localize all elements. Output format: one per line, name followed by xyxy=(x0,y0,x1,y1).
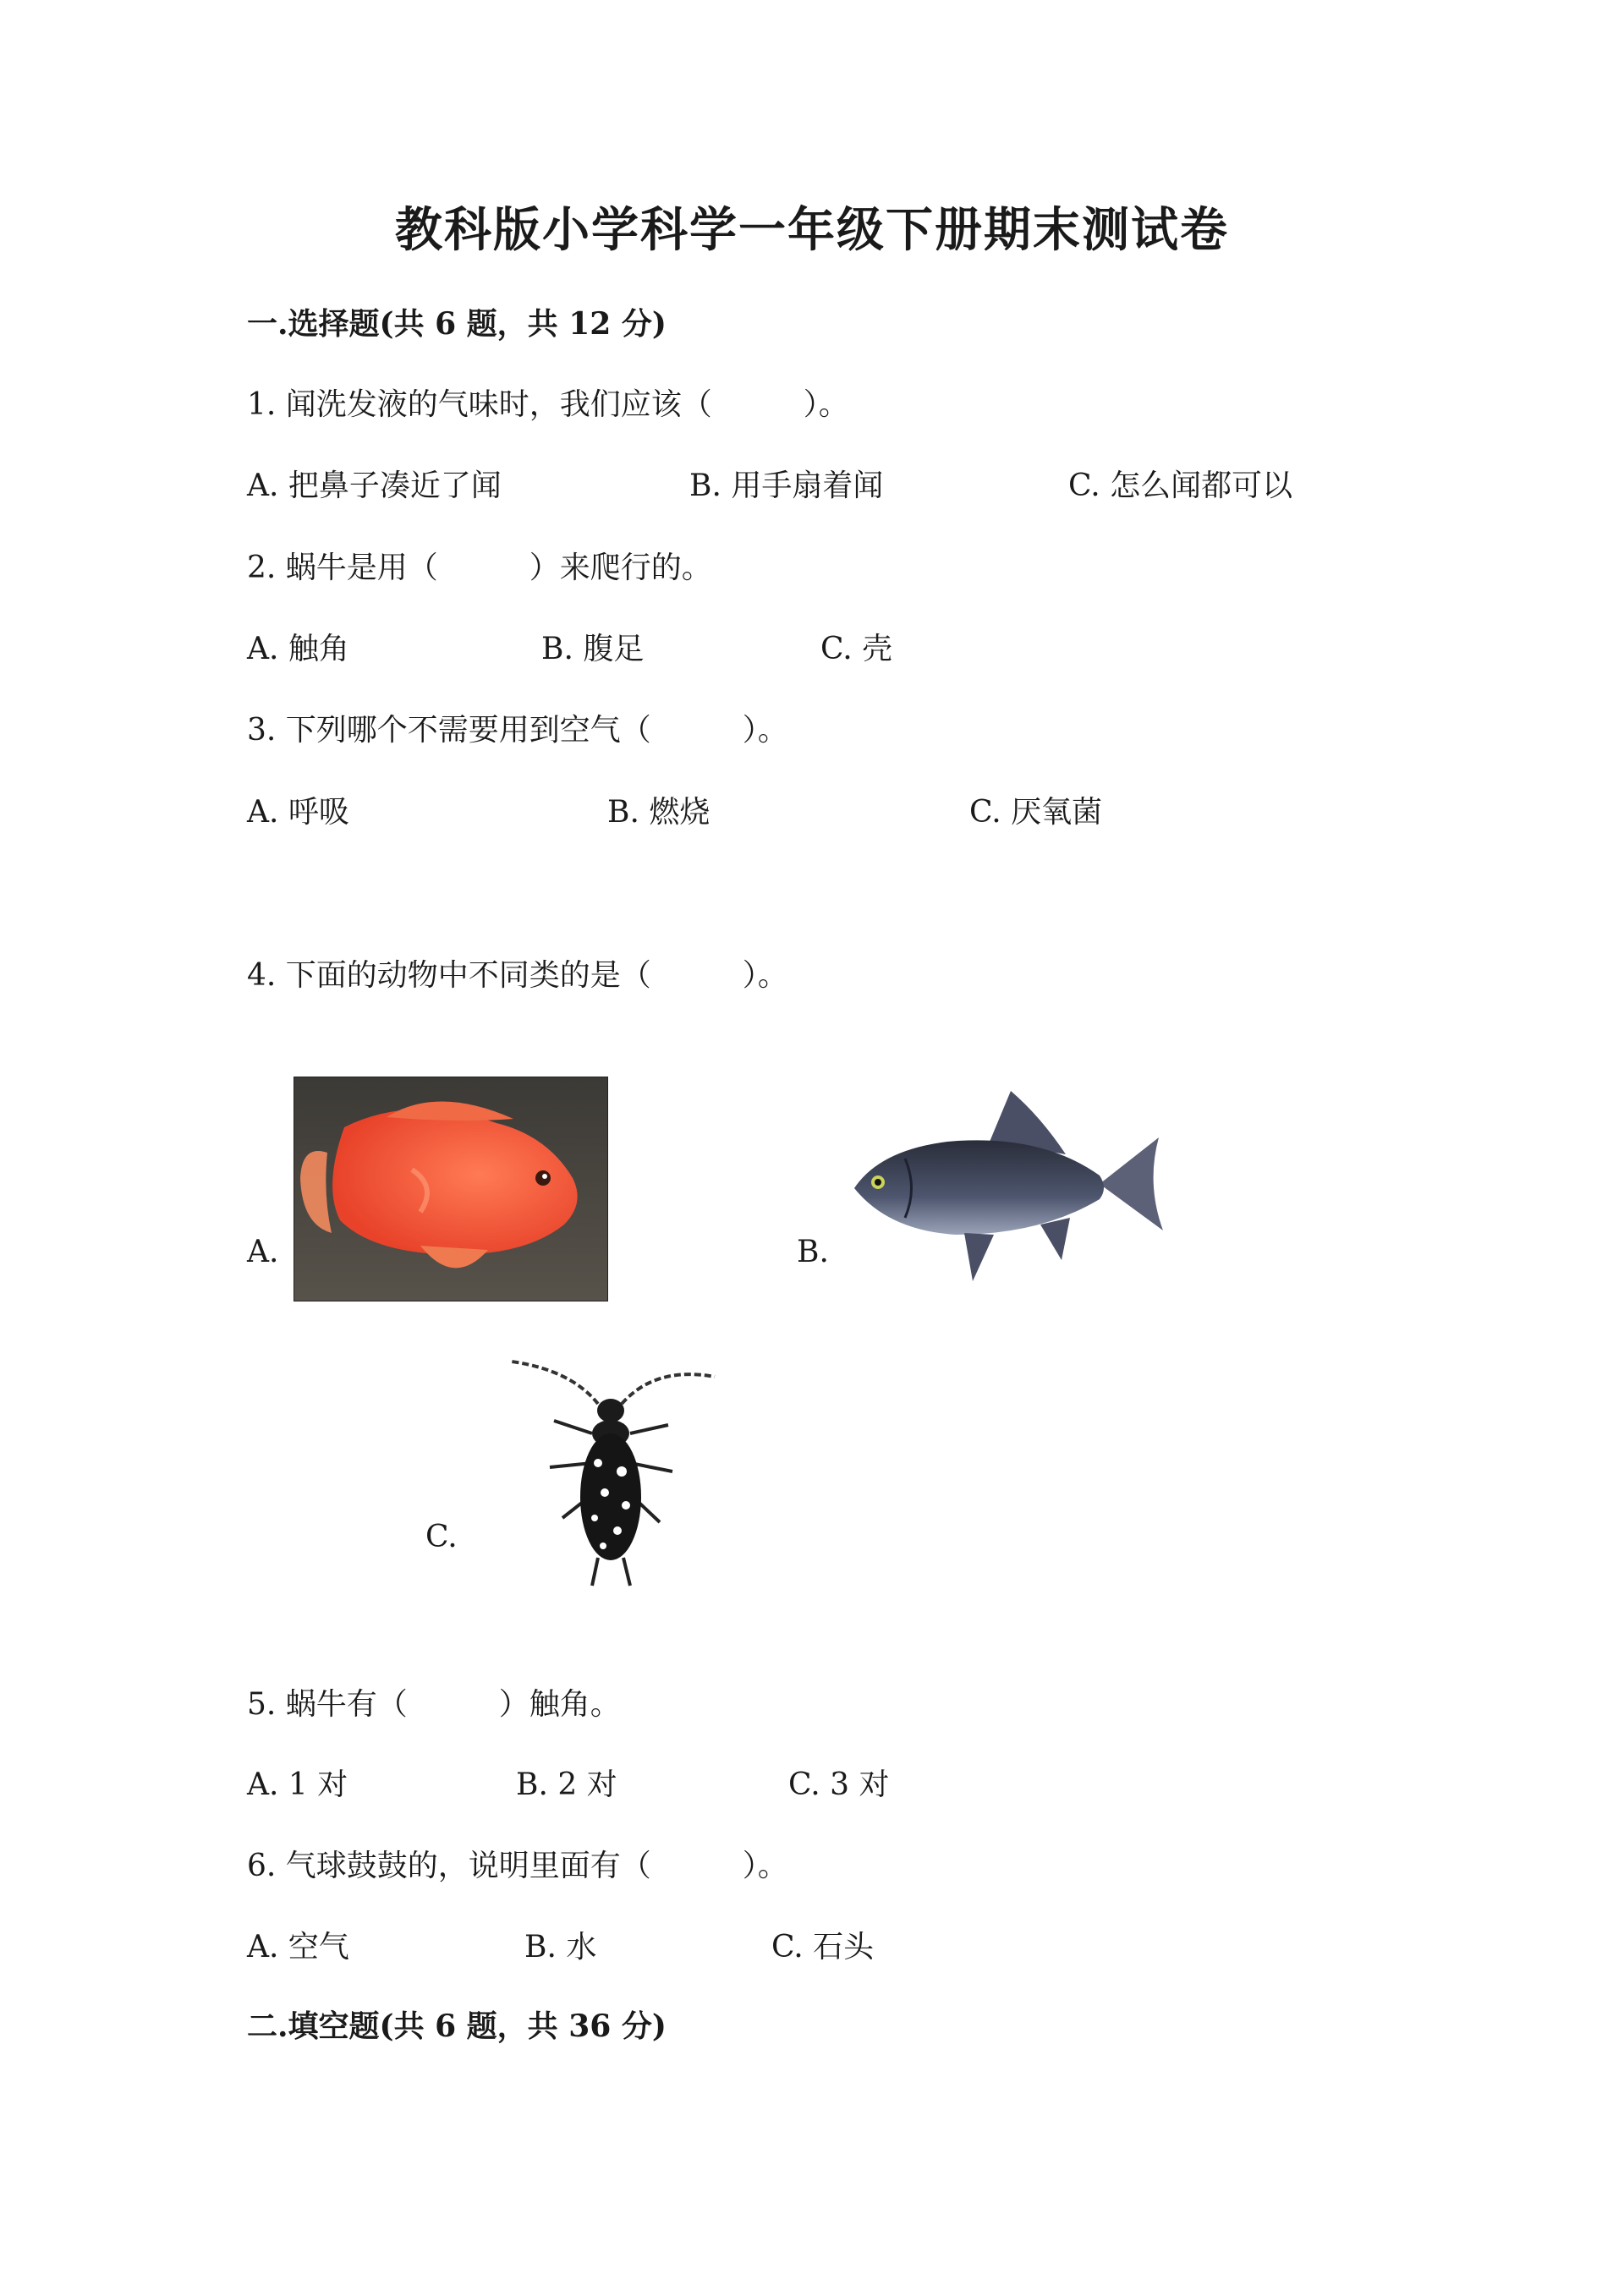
question-1-option-b: B. 用手扇着闻 xyxy=(689,469,884,503)
question-1-option-c: C. 怎么闻都可以 xyxy=(1068,469,1293,503)
question-6-option-b: B. 水 xyxy=(524,1930,597,1964)
question-6-stem: 6. 气球鼓鼓的，说明里面有（ ）。 xyxy=(247,1849,788,1883)
question-5-option-a: A. 1 对 xyxy=(247,1767,348,1802)
question-4-stem: 4. 下面的动物中不同类的是（ ）。 xyxy=(247,958,788,993)
longhorn-beetle-image xyxy=(503,1353,723,1590)
question-6-option-a: A. 空气 xyxy=(247,1930,349,1964)
question-3-option-a: A. 呼吸 xyxy=(247,795,349,830)
question-6-option-c: C. 石头 xyxy=(771,1930,875,1964)
question-2-option-b: B. 腹足 xyxy=(541,632,645,666)
question-4-option-c: C. xyxy=(425,1520,458,1554)
question-3-stem: 3. 下列哪个不需要用到空气（ ）。 xyxy=(247,713,788,748)
question-3-option-b: B. 燃烧 xyxy=(607,795,710,830)
question-5-option-c: C. 3 对 xyxy=(788,1767,890,1802)
red-parrot-fish-image xyxy=(294,1077,608,1301)
question-4-option-b: B. xyxy=(797,1235,829,1269)
question-2-stem: 2. 蜗牛是用（ ）来爬行的。 xyxy=(247,551,712,585)
page-title: 教科版小学科学一年级下册期末测试卷 xyxy=(395,202,1229,258)
question-2-option-c: C. 壳 xyxy=(820,632,893,666)
question-5-stem: 5. 蜗牛有（ ）触角。 xyxy=(247,1687,621,1722)
question-4-option-a: A. xyxy=(247,1235,279,1269)
question-1-stem: 1. 闻洗发液的气味时，我们应该（ ）。 xyxy=(247,387,849,422)
carp-fish-image xyxy=(846,1091,1167,1285)
question-2-option-a: A. 触角 xyxy=(247,632,349,666)
question-1-option-a: A. 把鼻子凑近了闻 xyxy=(247,469,502,503)
section-heading-choice: 一.选择题(共 6 题，共 12 分) xyxy=(247,306,667,342)
question-3-option-c: C. 厌氧菌 xyxy=(969,795,1103,830)
section-heading-fill-in: 二.填空题(共 6 题，共 36 分) xyxy=(247,2008,667,2044)
question-5-option-b: B. 2 对 xyxy=(516,1767,617,1802)
